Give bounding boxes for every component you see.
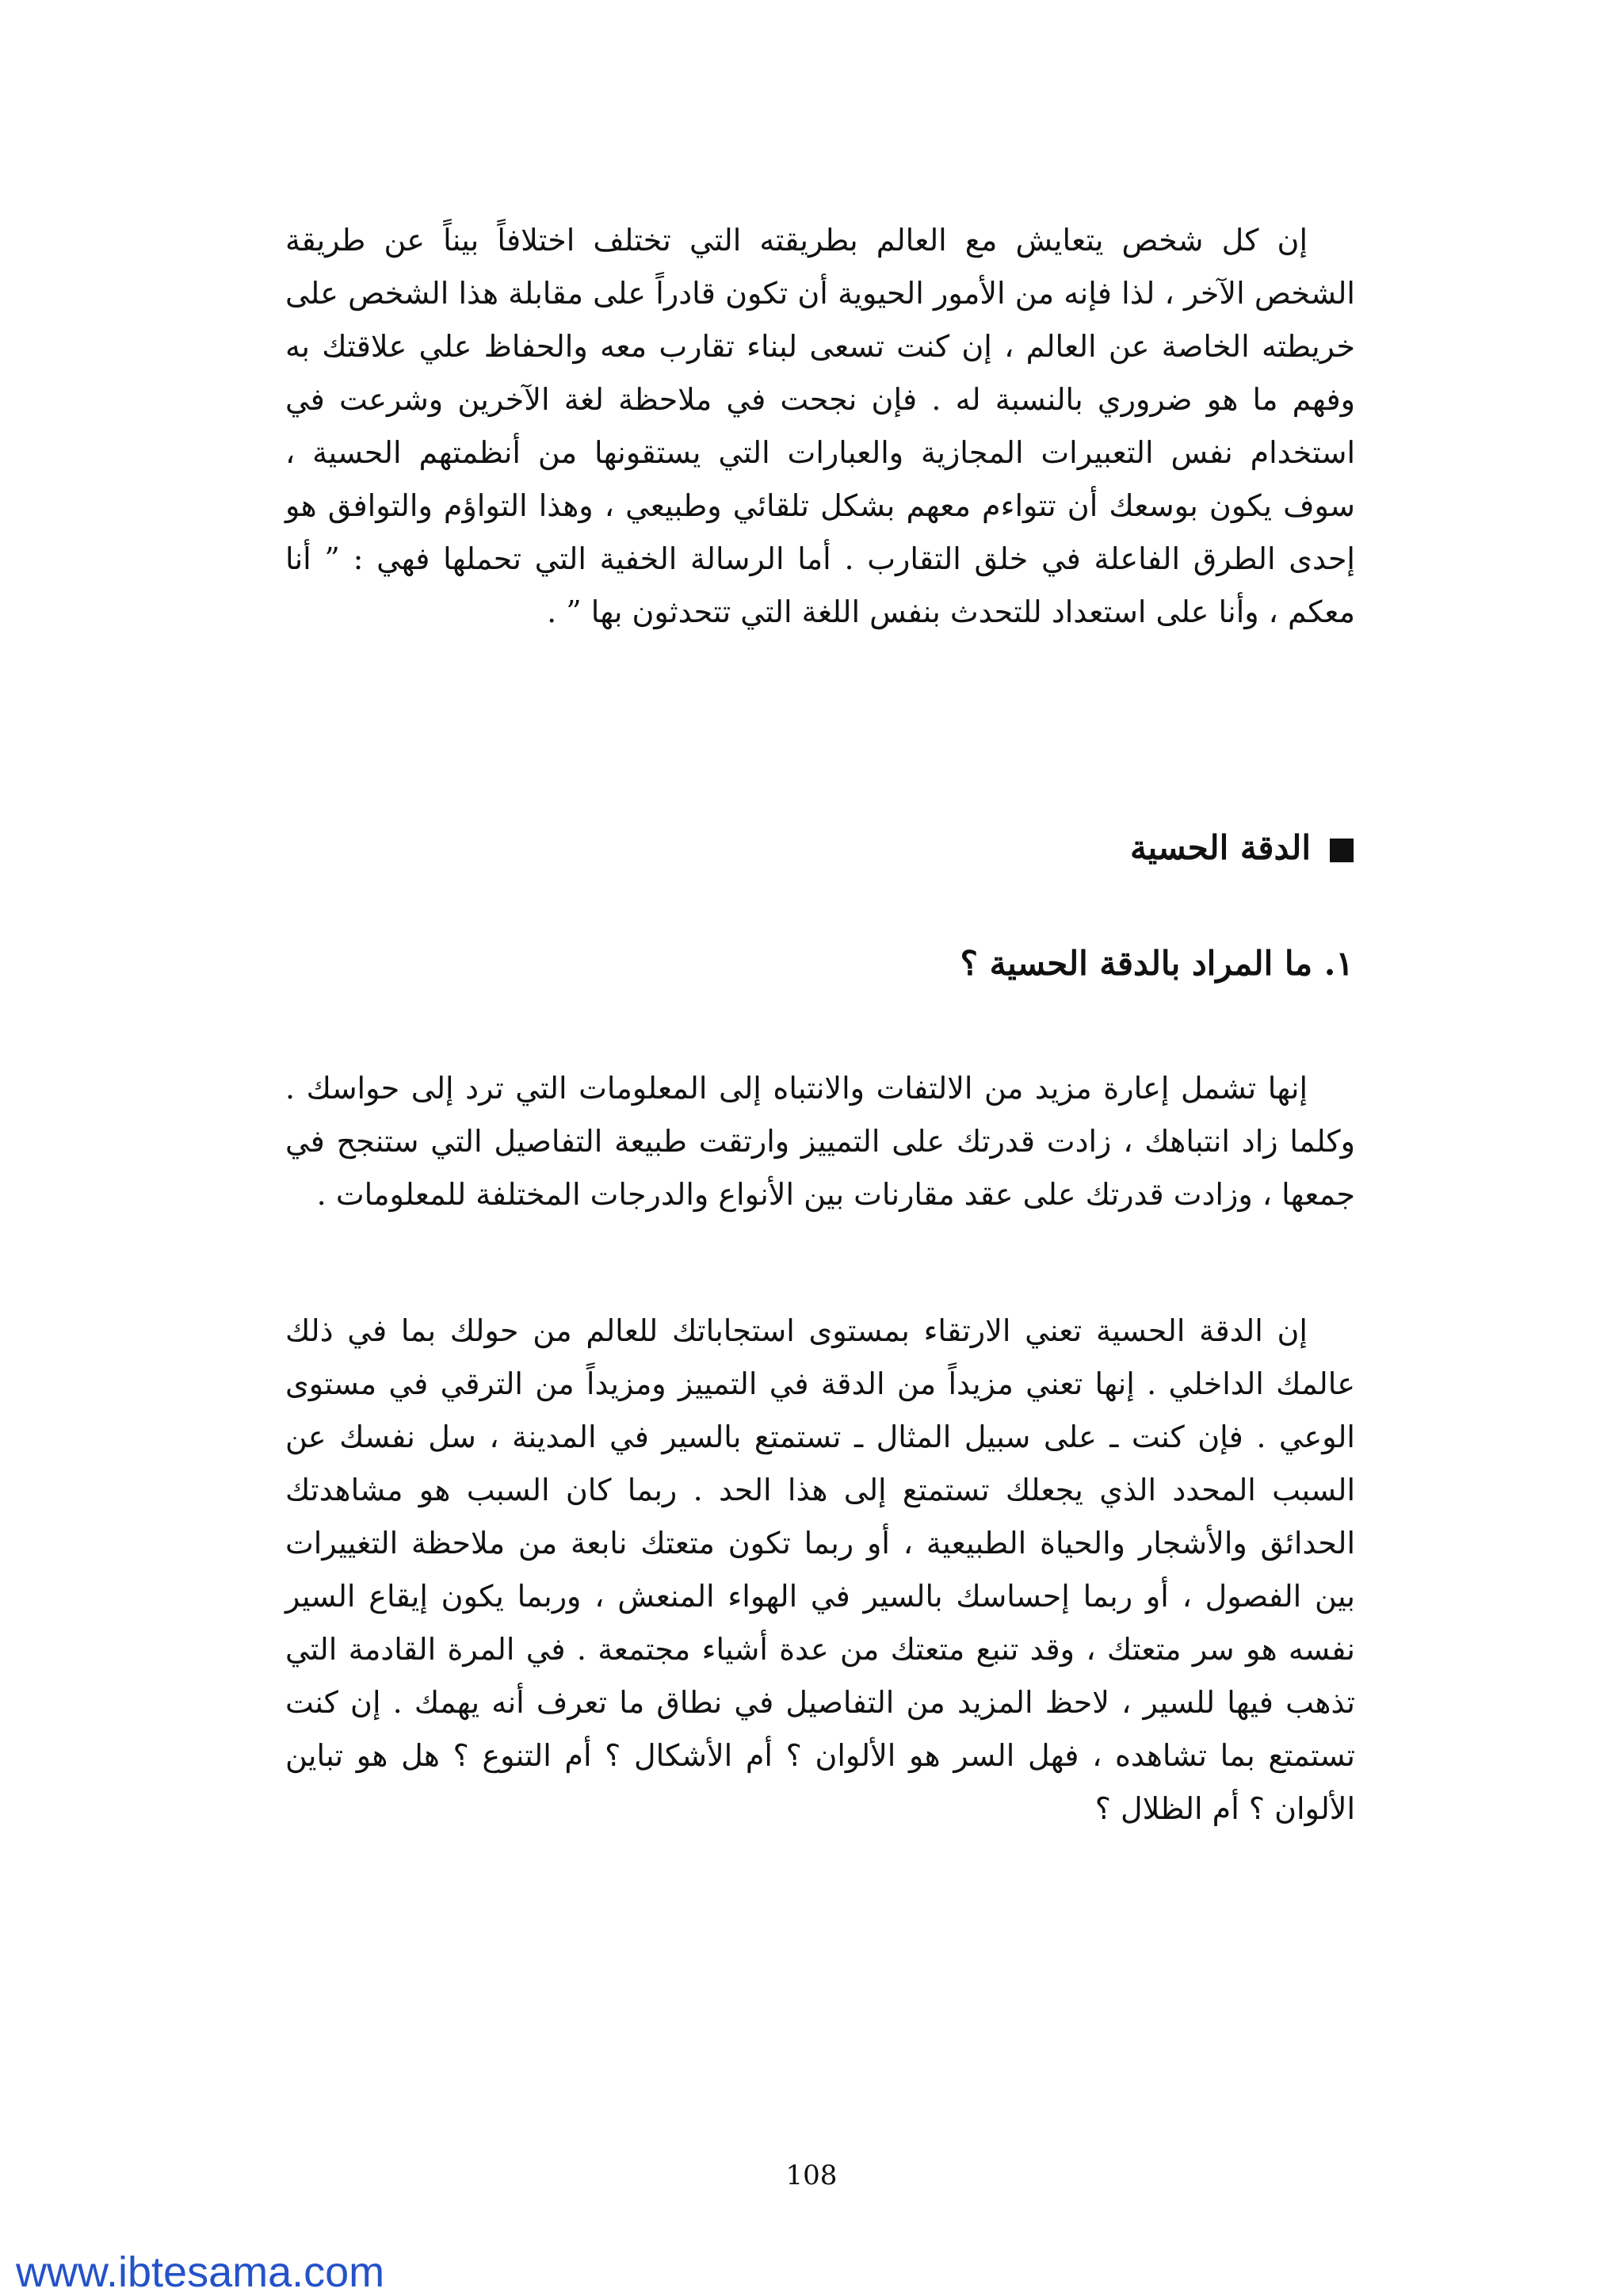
section-heading <box>1130 824 1354 872</box>
square-bullet-icon <box>1330 839 1354 862</box>
paragraph-text: إن الدقة الحسية تعني الارتقاء بمستوى استجاباتك للعالم من حولك بما في ذلك عالمك الداخلي . إنها تعني مزيداً من الدقة في التمييز ومزيداً من الترقي في مستوى الوعي . فإن كنت ـ على سبيل المثال ـ تستمتع بالسير في المدينة ، سل نفسك عن السبب المحدد الذي يجعلك تستمتع إلى هذا الحد . ربما كان السبب هو مشاهدتك الحدائق والأشجار والحياة الطبيعية ، أو ربما تكون متعتك نابعة من ملاحظة التغييرات بين الفصول ، أو ربما إحساسك بالسير في الهواء المنعش ، وربما يكون إيقاع السير نفسه هو سر متعتك ، وقد تنبع متعتك من عدة أشياء مجتمعة . في المرة القادمة التي تذهب فيها للسير ، لاحظ المزيد من التفاصيل في نطاق ما تعرف أنه يهمك . إن كنت تستمتع بما تشاهده ، فهل السر هو الألوان ؟ أم الأشكال ؟ أم التنوع ؟ هل هو تباين الألوان ؟ أم الظلال ؟ <box>285 1313 1355 1826</box>
paragraph-text: إنها تشمل إعارة مزيد من الالتفات والانتباه إلى المعلومات التي ترد إلى حواسك . وكلما زاد انتباهك ، زادت قدرتك على التمييز وارتقت طبيعة التفاصيل التي ستنجح في جمعها ، وزادت قدرتك على عقد مقارنات بين الأنواع والدرجات المختلفة للمعلومات . <box>285 1071 1355 1212</box>
section-heading-text: الدقة الحسية <box>1130 828 1311 867</box>
paragraph-text: إن كل شخص يتعايش مع العالم بطريقته التي تختلف اختلافاً بيناً عن طريقة الشخص الآخر ، لذا فإنه من الأمور الحيوية أن تكون قادراً على مقابلة هذا الشخص على خريطته الخاصة عن العالم ، إن كنت تسعى لبناء تقارب معه والحفاظ علي علاقتك به وفهم ما هو ضروري بالنسبة له . فإن نجحت في ملاحظة لغة الآخرين وشرعت في استخدام نفس التعبيرات المجازية والعبارات التي يستقونها من أنظمتهم الحسية ، سوف يكون بوسعك أن تتواءم معهم بشكل تلقائي وطبيعي ، وهذا التواؤم والتوافق هو إحدى الطرق الفاعلة في خلق التقارب . أما الرسالة الخفية التي تحملها فهي : ” أنا معكم ، وأنا على استعداد للتحدث بنفس اللغة التي تتحدثون بها ” . <box>285 223 1355 629</box>
body-paragraph-1 <box>285 214 1355 639</box>
body-paragraph-3 <box>285 1305 1355 1836</box>
watermark-url: www.ibtesama.com <box>16 2248 385 2296</box>
body-paragraph-2 <box>285 1062 1355 1221</box>
sub-heading: ١. ما المراد بالدقة الحسية ؟ <box>960 944 1354 983</box>
page-number: 108 <box>785 2160 838 2191</box>
